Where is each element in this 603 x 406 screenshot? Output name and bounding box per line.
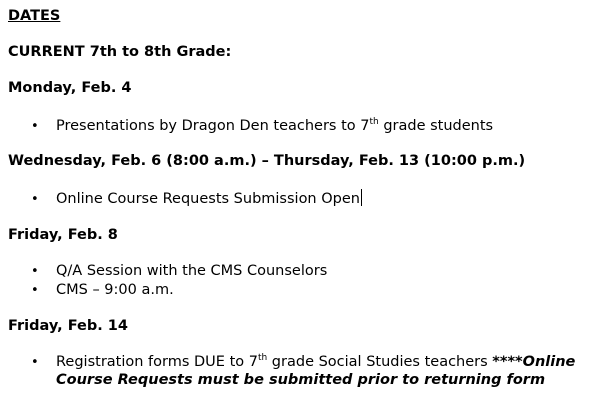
list-item-text: Q/A Session with the CMS Counselors [56,263,328,279]
section-title: CURRENT 7th to 8th Grade: [8,44,232,60]
list-item [31,189,362,209]
bullet-icon: • [31,119,39,134]
list-item-continuation: Course Requests must be submitted prior to returning form [56,372,546,388]
bullet-icon: • [31,283,39,298]
list-item [31,262,327,281]
date-heading-wednesday-thursday: Wednesday, Feb. 6 (8:00 a.m.) – Thursday, Feb. 13 (10:00 p.m.) [8,153,526,169]
emphasis-text: ****Online [492,354,576,370]
list-item [31,281,174,300]
date-heading-monday: Monday, Feb. 4 [8,80,132,96]
dates-heading: DATES [8,8,61,24]
text-cursor [361,189,362,206]
list-item-text: Presentations by Dragon Den teachers to 7th grade students [56,117,494,134]
date-heading-friday-feb14: Friday, Feb. 14 [8,318,128,334]
list-item [31,117,493,136]
date-heading-friday-feb8: Friday, Feb. 8 [8,227,118,243]
list-item-text: CMS – 9:00 a.m. [56,282,174,298]
list-item-text: Online Course Requests Submission Open [56,191,360,207]
bullet-icon: • [31,192,39,207]
list-item-text: Registration forms DUE to 7th grade Social Studies teachers ****Online [56,353,576,370]
bullet-icon: • [31,264,39,279]
bullet-icon: • [31,355,39,370]
list-item [31,353,575,372]
